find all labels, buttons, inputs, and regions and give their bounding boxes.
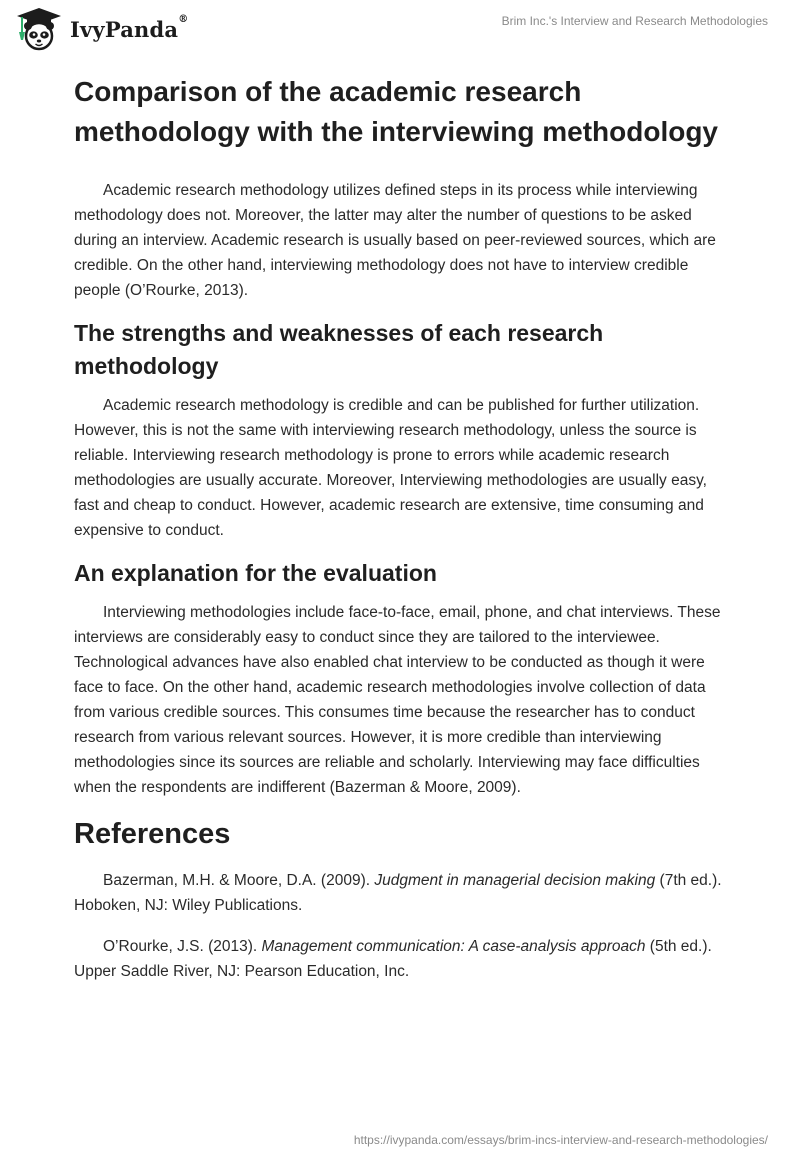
paragraph-1: Academic research methodology utilizes defined steps in its process while interviewing methodology does not. Moreover, the latter may alter the number of questions to be asked during an interview. Academic research is usually based on peer-reviewed sources, which are credible. On the other hand, interviewing methodology does not have to interview credible people (O’Rourke, 2013). — [74, 182, 716, 299]
paragraph-2: Academic research methodology is credible and can be published for further utilization. However, this is not the same with interviewing research methodology, unless the source is reliable. Interviewing research methodology is prone to errors while academic research methodologies are usually accurate. Moreover, Interviewing methodologies are usually easy, fast and cheap to conduct. However, academic research are extensive, time consuming and expensive to conduct. — [74, 397, 707, 539]
references-heading: References — [74, 818, 231, 850]
panda-graduate-icon — [14, 6, 64, 52]
heading-strengths-weaknesses: The strengths and weaknesses of each research methodology — [74, 320, 604, 379]
article-body — [74, 72, 726, 1000]
logo-wordmark: IvyPanda® — [70, 13, 189, 42]
reference-title: Judgment in managerial decision making — [374, 872, 656, 889]
paragraph-3: Interviewing methodologies include face-to-face, email, phone, and chat interviews. These interviews are considerably easy to conduct since they are tailored to the interviewee. Technological advances have also enabled chat interview to be conducted as though it were face to face. On the other hand, academic research methodologies involve collection of data from various credible sources. This consumes time because the researcher has to conduct research from various relevant sources. However, it is more credible than interviewing methodologies since its sources are reliable and scholarly. Interviewing may face difficulties when the respondents are indifferent (Bazerman & Moore, 2009). — [74, 604, 721, 796]
reference-title: Management communication: A case-analysis approach — [261, 938, 646, 955]
heading-evaluation: An explanation for the evaluation — [74, 560, 437, 586]
page-title: Comparison of the academic research methodology with the interviewing methodology — [74, 76, 718, 147]
page-header — [0, 0, 800, 60]
reference-item: O’Rourke, J.S. (2013). Management communication: A case-analysis approach (5th ed.). Upper Saddle River, NJ: Pearson Education, Inc. — [74, 938, 712, 980]
running-title: Brim Inc.'s Interview and Research Methodologies — [501, 14, 768, 28]
source-url[interactable]: https://ivypanda.com/essays/brim-incs-interview-and-research-methodologies/ — [353, 1133, 768, 1147]
ivypanda-logo[interactable] — [14, 6, 188, 52]
reference-item: Bazerman, M.H. & Moore, D.A. (2009). Judgment in managerial decision making (7th ed.). Hoboken, NJ: Wiley Publications. — [74, 872, 722, 914]
